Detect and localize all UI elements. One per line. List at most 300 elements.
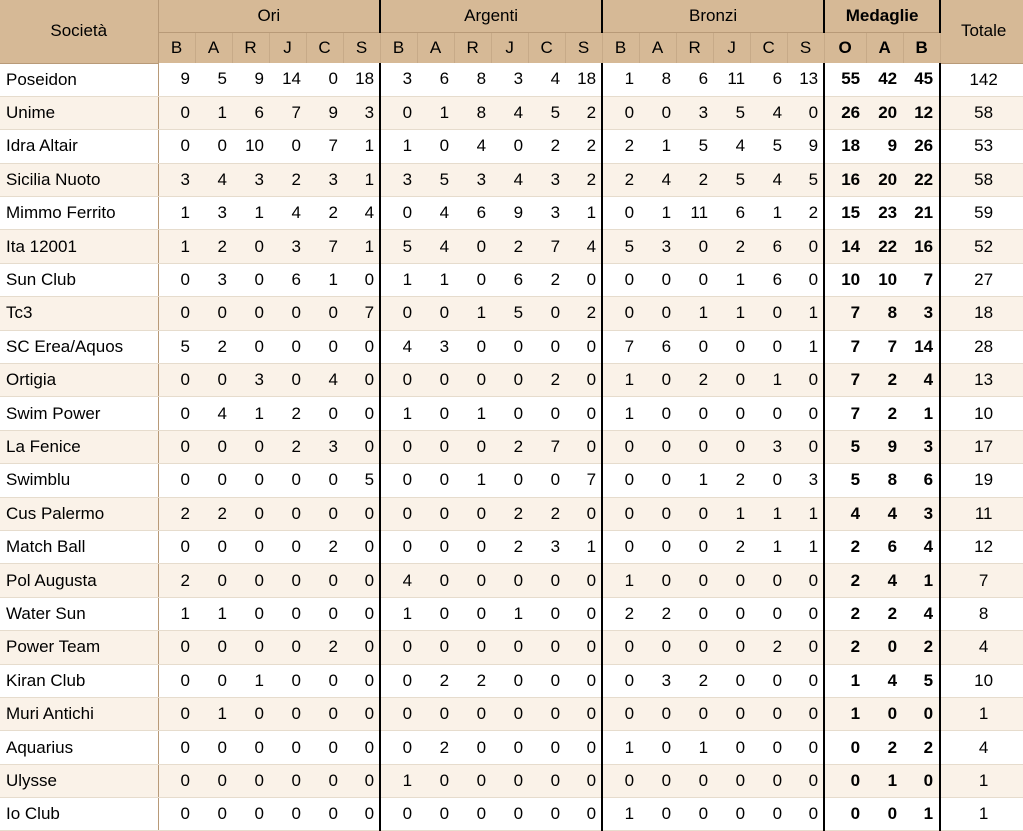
ori-cell: 3 (232, 163, 269, 196)
ori-cell: 0 (232, 497, 269, 530)
argenti-cell: 4 (454, 130, 491, 163)
argenti-cell: 0 (528, 664, 565, 697)
medaglie-cell: 1 (903, 798, 940, 831)
argenti-cell: 2 (528, 497, 565, 530)
ori-cell: 0 (158, 130, 195, 163)
bronzi-cell: 0 (602, 464, 639, 497)
argenti-cell: 0 (454, 497, 491, 530)
argenti-cell: 2 (565, 297, 602, 330)
bronzi-cell: 0 (676, 564, 713, 597)
medaglie-cell: 2 (866, 597, 903, 630)
subheader-argenti-a: A (417, 33, 454, 64)
ori-cell: 0 (232, 464, 269, 497)
ori-cell: 0 (158, 798, 195, 831)
ori-cell: 9 (232, 63, 269, 96)
argenti-cell: 0 (528, 464, 565, 497)
ori-cell: 2 (306, 530, 343, 563)
ori-cell: 0 (195, 464, 232, 497)
bronzi-cell: 0 (750, 697, 787, 730)
medaglie-cell: 2 (866, 731, 903, 764)
medaglie-cell: 23 (866, 197, 903, 230)
argenti-cell: 0 (417, 297, 454, 330)
argenti-cell: 0 (454, 731, 491, 764)
bronzi-cell: 0 (713, 364, 750, 397)
subheader-bronzi-b: B (602, 33, 639, 64)
argenti-cell: 0 (380, 464, 417, 497)
argenti-cell: 3 (528, 197, 565, 230)
bronzi-cell: 1 (750, 197, 787, 230)
bronzi-cell: 0 (676, 798, 713, 831)
bronzi-cell: 1 (602, 397, 639, 430)
ori-cell: 0 (306, 697, 343, 730)
bronzi-cell: 4 (750, 163, 787, 196)
ori-cell: 1 (232, 664, 269, 697)
argenti-cell: 18 (565, 63, 602, 96)
argenti-cell: 1 (380, 397, 417, 430)
medaglie-cell: 21 (903, 197, 940, 230)
table-row (0, 664, 1023, 697)
medaglie-cell: 42 (866, 63, 903, 96)
medaglie-cell: 6 (866, 530, 903, 563)
bronzi-cell: 2 (602, 130, 639, 163)
argenti-cell: 0 (454, 364, 491, 397)
ori-cell: 0 (195, 631, 232, 664)
medaglie-cell: 3 (903, 497, 940, 530)
bronzi-cell: 5 (713, 96, 750, 129)
argenti-cell: 0 (528, 731, 565, 764)
ori-cell: 0 (269, 330, 306, 363)
ori-cell: 0 (269, 798, 306, 831)
ori-cell: 0 (232, 564, 269, 597)
bronzi-cell: 0 (602, 96, 639, 129)
totale-cell: 53 (940, 130, 1023, 163)
ori-cell: 0 (158, 664, 195, 697)
argenti-cell: 4 (380, 330, 417, 363)
totale-cell: 13 (940, 364, 1023, 397)
medaglie-cell: 10 (824, 263, 866, 296)
bronzi-cell: 11 (676, 197, 713, 230)
ori-cell: 5 (343, 464, 380, 497)
argenti-cell: 0 (565, 564, 602, 597)
bronzi-cell: 3 (787, 464, 824, 497)
argenti-cell: 0 (528, 798, 565, 831)
bronzi-cell: 6 (713, 197, 750, 230)
ori-cell: 0 (343, 430, 380, 463)
medaglie-cell: 4 (903, 530, 940, 563)
bronzi-cell: 1 (639, 197, 676, 230)
argenti-cell: 0 (528, 764, 565, 797)
argenti-cell: 6 (454, 197, 491, 230)
table-row (0, 364, 1023, 397)
argenti-cell: 2 (528, 130, 565, 163)
subheader-medaglie-b: B (903, 33, 940, 64)
ori-cell: 0 (232, 530, 269, 563)
medaglie-cell: 1 (824, 697, 866, 730)
argenti-cell: 0 (491, 798, 528, 831)
argenti-cell: 7 (528, 430, 565, 463)
medaglie-cell: 18 (824, 130, 866, 163)
medaglie-cell: 4 (903, 364, 940, 397)
table-row (0, 430, 1023, 463)
subheader-ori-s: S (343, 33, 380, 64)
ori-cell: 0 (232, 297, 269, 330)
bronzi-cell: 0 (750, 597, 787, 630)
argenti-cell: 3 (380, 163, 417, 196)
ori-cell: 7 (306, 230, 343, 263)
medaglie-cell: 2 (866, 397, 903, 430)
totale-cell: 52 (940, 230, 1023, 263)
ori-cell: 2 (158, 497, 195, 530)
bronzi-cell: 0 (676, 397, 713, 430)
ori-cell: 0 (158, 631, 195, 664)
bronzi-cell: 6 (750, 263, 787, 296)
argenti-cell: 3 (491, 63, 528, 96)
bronzi-cell: 0 (787, 430, 824, 463)
bronzi-cell: 1 (602, 63, 639, 96)
medaglie-cell: 7 (824, 330, 866, 363)
ori-cell: 1 (158, 197, 195, 230)
argenti-cell: 0 (380, 197, 417, 230)
medaglie-cell: 0 (866, 798, 903, 831)
argenti-cell: 0 (528, 597, 565, 630)
ori-cell: 0 (269, 497, 306, 530)
bronzi-cell: 4 (639, 163, 676, 196)
table-row (0, 96, 1023, 129)
argenti-cell: 6 (417, 63, 454, 96)
societa-name: Mimmo Ferrito (0, 197, 158, 230)
medaglie-cell: 4 (903, 597, 940, 630)
table-body (0, 63, 1023, 831)
ori-cell: 0 (269, 764, 306, 797)
argenti-cell: 0 (417, 697, 454, 730)
bronzi-cell: 6 (750, 230, 787, 263)
table-row (0, 631, 1023, 664)
header-totale: Totale (940, 0, 1023, 63)
bronzi-cell: 6 (750, 63, 787, 96)
medaglie-cell: 16 (824, 163, 866, 196)
medaglie-cell: 3 (903, 297, 940, 330)
ori-cell: 0 (158, 764, 195, 797)
bronzi-cell: 0 (787, 397, 824, 430)
totale-cell: 1 (940, 764, 1023, 797)
ori-cell: 4 (269, 197, 306, 230)
ori-cell: 1 (158, 230, 195, 263)
argenti-cell: 8 (454, 96, 491, 129)
ori-cell: 0 (195, 798, 232, 831)
ori-cell: 0 (306, 497, 343, 530)
totale-cell: 28 (940, 330, 1023, 363)
medaglie-cell: 22 (903, 163, 940, 196)
argenti-cell: 0 (380, 798, 417, 831)
bronzi-cell: 1 (602, 798, 639, 831)
argenti-cell: 0 (417, 130, 454, 163)
argenti-cell: 1 (380, 597, 417, 630)
argenti-cell: 0 (380, 364, 417, 397)
argenti-cell: 0 (565, 263, 602, 296)
table-row (0, 330, 1023, 363)
bronzi-cell: 0 (750, 731, 787, 764)
bronzi-cell: 2 (713, 530, 750, 563)
ori-cell: 2 (269, 163, 306, 196)
ori-cell: 1 (232, 397, 269, 430)
ori-cell: 0 (232, 697, 269, 730)
bronzi-cell: 0 (787, 564, 824, 597)
bronzi-cell: 0 (602, 530, 639, 563)
medaglie-cell: 22 (866, 230, 903, 263)
table-row (0, 597, 1023, 630)
bronzi-cell: 0 (639, 530, 676, 563)
argenti-cell: 2 (417, 664, 454, 697)
header-argenti: Argenti (380, 0, 602, 33)
table-row (0, 197, 1023, 230)
bronzi-cell: 2 (676, 364, 713, 397)
ori-cell: 4 (343, 197, 380, 230)
argenti-cell: 0 (380, 430, 417, 463)
argenti-cell: 0 (528, 564, 565, 597)
bronzi-cell: 3 (639, 664, 676, 697)
ori-cell: 0 (158, 731, 195, 764)
ori-cell: 0 (306, 664, 343, 697)
ori-cell: 4 (195, 163, 232, 196)
bronzi-cell: 1 (639, 130, 676, 163)
ori-cell: 9 (306, 96, 343, 129)
argenti-cell: 1 (565, 530, 602, 563)
bronzi-cell: 3 (639, 230, 676, 263)
bronzi-cell: 2 (602, 163, 639, 196)
ori-cell: 4 (195, 397, 232, 430)
medaglie-cell: 15 (824, 197, 866, 230)
ori-cell: 0 (306, 764, 343, 797)
bronzi-cell: 5 (713, 163, 750, 196)
ori-cell: 0 (343, 664, 380, 697)
ori-cell: 2 (195, 230, 232, 263)
argenti-cell: 0 (380, 697, 417, 730)
ori-cell: 2 (158, 564, 195, 597)
argenti-cell: 0 (417, 631, 454, 664)
argenti-cell: 0 (528, 697, 565, 730)
medaglie-cell: 4 (866, 497, 903, 530)
table-row (0, 464, 1023, 497)
bronzi-cell: 2 (787, 197, 824, 230)
argenti-cell: 4 (380, 564, 417, 597)
argenti-cell: 0 (417, 764, 454, 797)
table-row (0, 397, 1023, 430)
totale-cell: 27 (940, 263, 1023, 296)
ori-cell: 1 (343, 130, 380, 163)
medaglie-cell: 7 (824, 297, 866, 330)
table-row (0, 497, 1023, 530)
bronzi-cell: 0 (750, 330, 787, 363)
argenti-cell: 0 (491, 464, 528, 497)
societa-name: Kiran Club (0, 664, 158, 697)
ori-cell: 0 (195, 564, 232, 597)
bronzi-cell: 0 (676, 697, 713, 730)
bronzi-cell: 0 (787, 96, 824, 129)
bronzi-cell: 0 (602, 497, 639, 530)
ori-cell: 0 (158, 364, 195, 397)
ori-cell: 6 (232, 96, 269, 129)
ori-cell: 3 (269, 230, 306, 263)
medaglie-cell: 16 (903, 230, 940, 263)
medaglie-cell: 1 (824, 664, 866, 697)
medaglie-cell: 12 (903, 96, 940, 129)
subheader-ori-j: J (269, 33, 306, 64)
table-row (0, 731, 1023, 764)
argenti-cell: 6 (491, 263, 528, 296)
ori-cell: 0 (306, 330, 343, 363)
header-medaglie: Medaglie (824, 0, 940, 33)
bronzi-cell: 0 (713, 564, 750, 597)
ori-cell: 0 (306, 798, 343, 831)
argenti-cell: 3 (528, 530, 565, 563)
subheader-medaglie-a: A (866, 33, 903, 64)
argenti-cell: 1 (417, 263, 454, 296)
table-row (0, 530, 1023, 563)
bronzi-cell: 0 (713, 597, 750, 630)
medaglie-cell: 5 (824, 430, 866, 463)
argenti-cell: 0 (454, 330, 491, 363)
bronzi-cell: 0 (639, 364, 676, 397)
medaglie-cell: 1 (903, 564, 940, 597)
table-row (0, 564, 1023, 597)
bronzi-cell: 5 (676, 130, 713, 163)
bronzi-cell: 4 (713, 130, 750, 163)
table-row (0, 230, 1023, 263)
argenti-cell: 0 (565, 430, 602, 463)
argenti-cell: 0 (380, 96, 417, 129)
bronzi-cell: 2 (676, 664, 713, 697)
ori-cell: 0 (343, 764, 380, 797)
bronzi-cell: 1 (602, 564, 639, 597)
medaglie-cell: 20 (866, 96, 903, 129)
totale-cell: 10 (940, 664, 1023, 697)
bronzi-cell: 0 (639, 96, 676, 129)
totale-cell: 18 (940, 297, 1023, 330)
argenti-cell: 0 (528, 330, 565, 363)
societa-name: Sicilia Nuoto (0, 163, 158, 196)
bronzi-cell: 0 (787, 631, 824, 664)
bronzi-cell: 4 (750, 96, 787, 129)
argenti-cell: 0 (417, 497, 454, 530)
bronzi-cell: 0 (639, 430, 676, 463)
societa-name: Io Club (0, 798, 158, 831)
argenti-cell: 0 (565, 764, 602, 797)
totale-cell: 4 (940, 731, 1023, 764)
subheader-argenti-b: B (380, 33, 417, 64)
bronzi-cell: 0 (602, 764, 639, 797)
ori-cell: 2 (269, 430, 306, 463)
bronzi-cell: 0 (713, 731, 750, 764)
medaglie-cell: 26 (903, 130, 940, 163)
ori-cell: 3 (195, 197, 232, 230)
argenti-cell: 0 (417, 430, 454, 463)
subheader-argenti-r: R (454, 33, 491, 64)
argenti-cell: 0 (528, 297, 565, 330)
bronzi-cell: 7 (602, 330, 639, 363)
argenti-cell: 0 (380, 297, 417, 330)
ori-cell: 0 (269, 464, 306, 497)
bronzi-cell: 0 (787, 664, 824, 697)
bronzi-cell: 0 (713, 798, 750, 831)
argenti-cell: 0 (565, 597, 602, 630)
medaglie-cell: 5 (824, 464, 866, 497)
subheader-argenti-j: J (491, 33, 528, 64)
argenti-cell: 0 (454, 263, 491, 296)
argenti-cell: 0 (491, 397, 528, 430)
ori-cell: 0 (343, 397, 380, 430)
bronzi-cell: 0 (713, 330, 750, 363)
medaglie-cell: 0 (903, 697, 940, 730)
bronzi-cell: 0 (787, 697, 824, 730)
medaglie-cell: 1 (866, 764, 903, 797)
ori-cell: 0 (269, 130, 306, 163)
bronzi-cell: 0 (639, 397, 676, 430)
argenti-cell: 1 (380, 263, 417, 296)
ori-cell: 7 (269, 96, 306, 129)
medaglie-cell: 0 (824, 798, 866, 831)
bronzi-cell: 1 (713, 497, 750, 530)
argenti-cell: 0 (417, 364, 454, 397)
argenti-cell: 2 (565, 163, 602, 196)
bronzi-cell: 2 (713, 464, 750, 497)
ori-cell: 0 (343, 263, 380, 296)
argenti-cell: 5 (491, 297, 528, 330)
argenti-cell: 4 (565, 230, 602, 263)
table-row (0, 63, 1023, 96)
bronzi-cell: 0 (676, 430, 713, 463)
ori-cell: 0 (195, 731, 232, 764)
ori-cell: 0 (195, 664, 232, 697)
ori-cell: 0 (232, 731, 269, 764)
argenti-cell: 9 (491, 197, 528, 230)
ori-cell: 0 (269, 564, 306, 597)
medaglie-cell: 8 (866, 297, 903, 330)
ori-cell: 0 (306, 597, 343, 630)
bronzi-cell: 0 (602, 631, 639, 664)
ori-cell: 18 (343, 63, 380, 96)
ori-cell: 0 (269, 297, 306, 330)
argenti-cell: 0 (380, 497, 417, 530)
societa-name: Pol Augusta (0, 564, 158, 597)
table-row (0, 297, 1023, 330)
argenti-cell: 0 (528, 397, 565, 430)
subheader-bronzi-r: R (676, 33, 713, 64)
subheader-argenti-c: C (528, 33, 565, 64)
header-ori: Ori (158, 0, 380, 33)
argenti-cell: 0 (565, 497, 602, 530)
bronzi-cell: 3 (750, 430, 787, 463)
societa-name: Match Ball (0, 530, 158, 563)
totale-cell: 7 (940, 564, 1023, 597)
medaglie-cell: 5 (903, 664, 940, 697)
subheader-bronzi-j: J (713, 33, 750, 64)
bronzi-cell: 5 (787, 163, 824, 196)
societa-name: Sun Club (0, 263, 158, 296)
bronzi-cell: 0 (639, 497, 676, 530)
argenti-cell: 0 (491, 564, 528, 597)
argenti-cell: 0 (380, 664, 417, 697)
argenti-cell: 0 (491, 731, 528, 764)
ori-cell: 5 (195, 63, 232, 96)
bronzi-cell: 1 (676, 731, 713, 764)
bronzi-cell: 2 (713, 230, 750, 263)
argenti-cell: 1 (454, 464, 491, 497)
bronzi-cell: 0 (713, 397, 750, 430)
subheader-bronzi-c: C (750, 33, 787, 64)
argenti-cell: 0 (454, 430, 491, 463)
argenti-cell: 0 (454, 564, 491, 597)
ori-cell: 0 (269, 530, 306, 563)
